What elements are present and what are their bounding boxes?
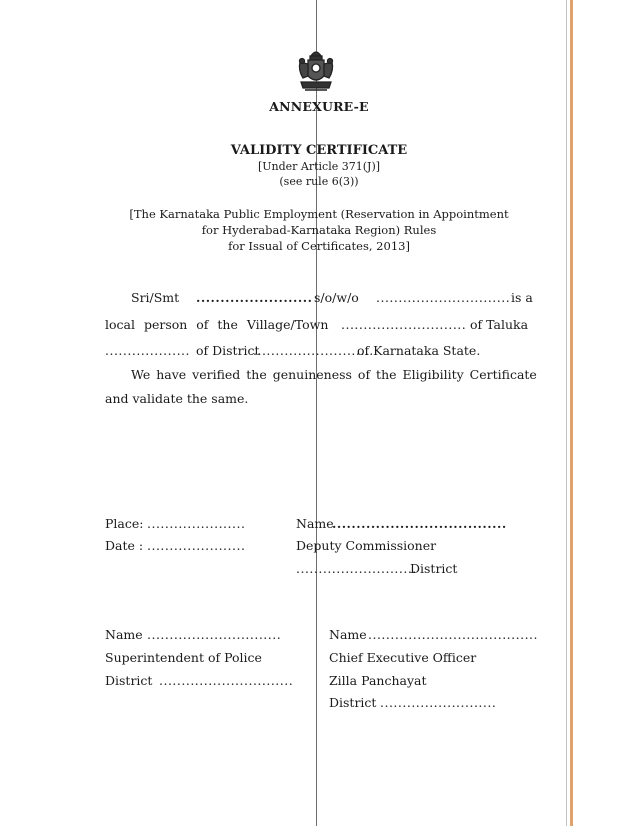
annexure-label: ANNEXURE-E	[269, 99, 369, 114]
sri-smt-label: Sri/Smt	[131, 290, 180, 305]
dc-district-label: District	[410, 561, 458, 576]
date-label: Date :	[105, 538, 144, 553]
sp-name-label: Name	[105, 627, 143, 642]
dc-name-label: Name	[296, 516, 334, 531]
ceo-name-label: Name	[329, 627, 367, 642]
ceo-organization: Zilla Panchayat	[329, 673, 427, 688]
applicant-name-blank: ........................	[196, 290, 313, 305]
sp-title: Superintendent of Police	[105, 650, 262, 665]
district-blank: ...........................	[253, 343, 374, 358]
verification-statement: We have verified the genuineness of the Eligibility Certificate	[131, 367, 537, 382]
preamble-line-2: for Hyderabad-Karnataka Region) Rules	[201, 223, 437, 237]
of-district-text: of District	[196, 343, 260, 358]
date-blank: ......................	[147, 538, 246, 553]
of-state-text: of Karnataka State.	[357, 343, 481, 358]
validation-statement: and validate the same.	[105, 391, 249, 406]
ceo-name-blank: ......................................	[368, 627, 538, 642]
scan-edge-shadow	[566, 0, 567, 826]
state-emblem-icon	[295, 46, 337, 94]
page-fold-line	[316, 0, 317, 826]
preamble-line-3: for Issual of Certificates, 2013]	[228, 239, 410, 253]
local-person-text: local person of the Village/Town	[105, 317, 329, 332]
dc-name-blank: ....................................	[332, 516, 507, 531]
village-blank: ............................	[341, 317, 467, 332]
of-taluka-text: of Taluka	[470, 317, 529, 332]
ceo-district-blank: ..........................	[380, 695, 497, 710]
ceo-district-label: District	[329, 695, 377, 710]
page-edge-stripe	[570, 0, 573, 826]
rule-reference: (see rule 6(3))	[279, 175, 359, 188]
sp-name-blank: ..............................	[147, 627, 282, 642]
certificate-title: VALIDITY CERTIFICATE	[230, 143, 408, 158]
ceo-title: Chief Executive Officer	[329, 650, 477, 665]
parent-name-blank: ..............................	[376, 290, 511, 305]
dc-district-blank: ...........................	[296, 561, 417, 576]
sp-district-label: District	[105, 673, 153, 688]
article-reference: [Under Article 371(J)]	[257, 160, 381, 173]
sowo-label: s/o/w/o	[314, 290, 359, 305]
place-label: Place:	[105, 516, 144, 531]
preamble-line-1: [The Karnataka Public Employment (Reservation in Appointment	[129, 207, 509, 221]
sp-district-blank: ..............................	[159, 673, 294, 688]
is-a-text: is a	[511, 290, 533, 305]
place-blank: ......................	[147, 516, 246, 531]
dc-title: Deputy Commissioner	[296, 538, 437, 553]
taluka-blank: ...................	[105, 343, 190, 358]
